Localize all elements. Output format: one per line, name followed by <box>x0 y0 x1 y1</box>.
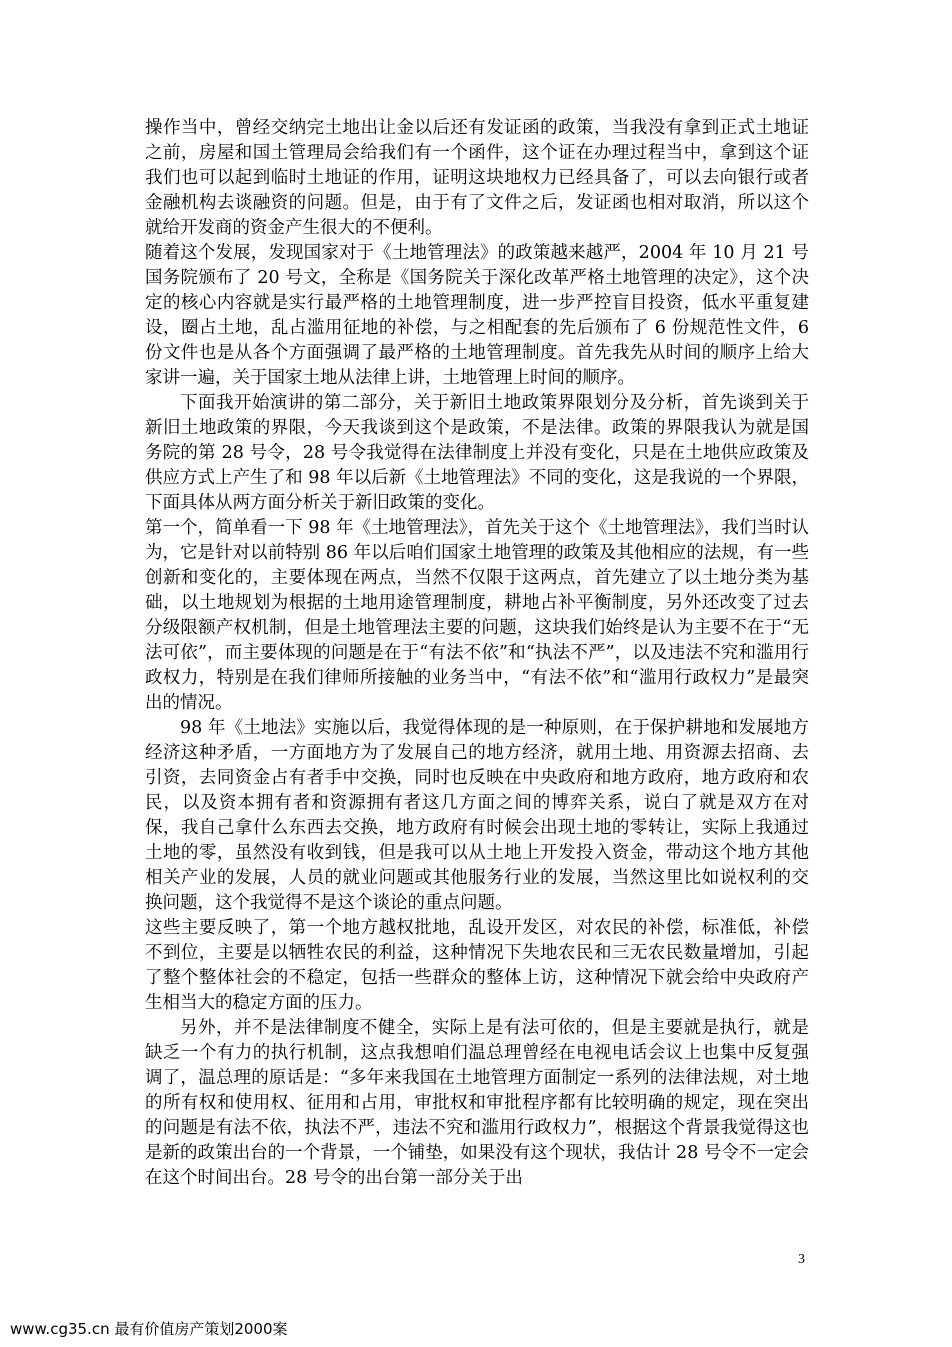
footer-watermark-text: www.cg35.cn 最有价值房产策划2000案 <box>10 1320 288 1338</box>
paragraph-2: 随着这个发展，发现国家对于《土地管理法》的政策越来越严，2004 年 10 月 21 号国务院颁布了 20 号文，全称是《国务院关于深化改革严格土地管理的决定》，这个决定的核心内容就是实行最严格的土地管理制度，进一步严控盲目投资，低水平重复建设，圈占土地，乱占滥用征地的补偿，与之相配套的先后颁布了 6 份规范性文件，6 份文件也是从各个方面强调了最严格的土地管理制度。首先我先从时间的顺序上给大家讲一遍，关于国家土地从法律上讲，土地管理上时间的顺序。 <box>145 243 809 388</box>
page-number: 3 <box>798 1252 805 1267</box>
paragraph-3: 下面我开始演讲的第二部分，关于新旧土地政策界限划分及分析，首先谈到关于新旧土地政策的界限，今天我谈到这个是政策，不是法律。政策的界限我认为就是国务院的第 28 号令，28 号令我觉得在法律制度上并没有变化，只是在土地供应政策及供应方式上产生了和 98 年以后新《土地管理法》不同的变化，这是我说的一个界限，下面具体从两方面分析关于新旧政策的变化。 <box>145 393 809 513</box>
paragraph-7: 另外，并不是法律制度不健全，实际上是有法可依的，但是主要就是执行，就是缺乏一个有力的执行机制，这点我想咱们温总理曾经在电视电话会议上也集中反复强调了，温总理的原话是：“多年来我国在土地管理方面制定一系列的法律法规，对土地的所有权和使用权、征用和占用，审批权和审批程序都有比较明确的规定，现在突出的问题是有法不依，执法不严，违法不究和滥用行政权力”，根据这个背景我觉得这也是新的政策出台的一个背景，一个铺垫，如果没有这个现状，我估计 28 号令不一定会在这个时间出台。28 号令的出台第一部分关于出 <box>145 1018 809 1188</box>
paragraph-6: 这些主要反映了，第一个地方越权批地，乱设开发区，对农民的补偿，标准低，补偿不到位，主要是以牺牲农民的利益，这种情况下失地农民和三无农民数量增加，引起了整个整体社会的不稳定，包括一些群众的整体上访，这种情况下就会给中央政府产生相当大的稳定方面的压力。 <box>145 918 809 1013</box>
paragraph-1: 操作当中，曾经交纳完土地出让金以后还有发证函的政策，当我没有拿到正式土地证之前，房屋和国土管理局会给我们有一个函件，这个证在办理过程当中，拿到这个证我们也可以起到临时土地证的作用，证明这块地权力已经具备了，可以去向银行或者金融机构去谈融资的问题。但是，由于有了文件之后，发证函也相对取消，所以这个就给开发商的资金产生很大的不便利。 <box>145 118 809 238</box>
document-body <box>145 116 809 1191</box>
paragraph-5: 98 年《土地法》实施以后，我觉得体现的是一种原则，在于保护耕地和发展地方经济这种矛盾，一方面地方为了发展自己的地方经济，就用土地、用资源去招商、去引资，去同资金占有者手中交换，同时也反映在中央政府和地方政府，地方政府和农民，以及资本拥有者和资源拥有者这几方面之间的博弈关系，说白了就是双方在对保，我自己拿什么东西去交换，地方政府有时候会出现土地的零转让，实际上我通过土地的零，虽然没有收到钱，但是我可以从土地上开发投入资金，带动这个地方其他相关产业的发展，人员的就业问题或其他服务行业的发展，当然这里比如说权利的交换问题，这个我觉得不是这个谈论的重点问题。 <box>145 718 809 913</box>
paragraph-4: 第一个，简单看一下 98 年《土地管理法》，首先关于这个《土地管理法》，我们当时认为，它是针对以前特别 86 年以后咱们国家土地管理的政策及其他相应的法规，有一些创新和变化的，主要体现在两点，当然不仅限于这两点，首先建立了以土地分类为基础，以土地规划为根据的土地用途管理制度，耕地占补平衡制度，另外还改变了过去分级限额产权机制，但是土地管理法主要的问题，这块我们始终是认为主要不在于“无法可依”，而主要体现的问题是在于“有法不依”和“执法不严”，以及违法不究和滥用行政权力，特别是在我们律师所接触的业务当中，“有法不依”和“滥用行政权力”是最突出的情况。 <box>145 518 809 713</box>
